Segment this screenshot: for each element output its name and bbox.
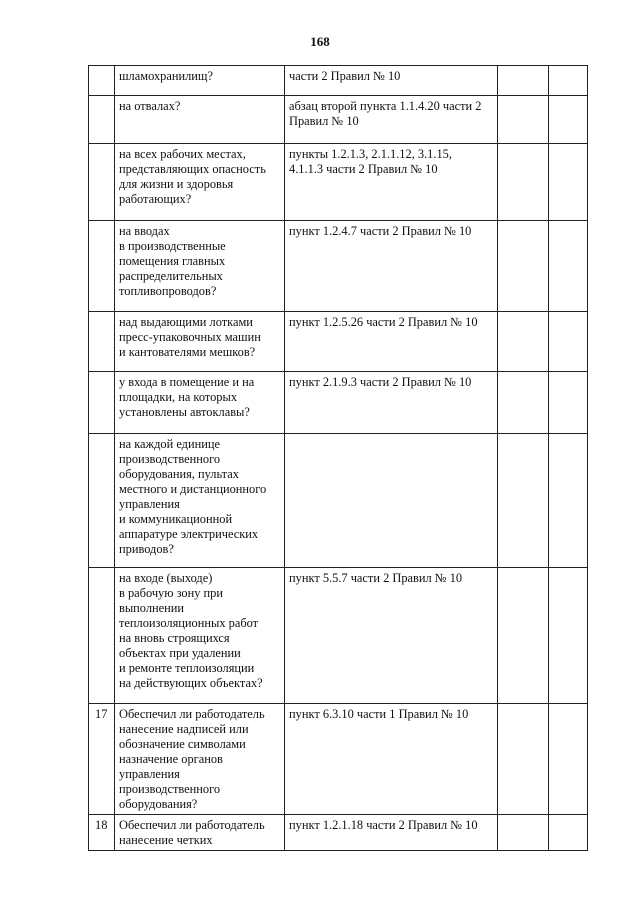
row-number: 18 [89,815,115,851]
reference-cell: части 2 Правил № 10 [285,66,498,96]
row-number [89,312,115,372]
note-cell [549,434,588,568]
reference-cell: пункт 1.2.4.7 части 2 Правил № 10 [285,221,498,312]
note-cell [549,312,588,372]
answer-cell [498,312,549,372]
table-row [89,312,588,372]
table-row [89,568,588,704]
reference-cell [285,434,498,568]
table-row [89,372,588,434]
table-row [89,221,588,312]
row-number [89,144,115,221]
answer-cell [498,704,549,815]
row-number [89,434,115,568]
question-cell: над выдающими лотками пресс-упаковочных машин и кантователями мешков? [115,312,285,372]
row-number [89,221,115,312]
table-row [89,96,588,144]
table-row [89,434,588,568]
question-cell: на всех рабочих местах, представляющих опасность для жизни и здоровья работающих? [115,144,285,221]
row-number [89,96,115,144]
answer-cell [498,144,549,221]
row-number [89,568,115,704]
checklist-table [88,65,588,851]
question-cell: на вводах в производственные помещения главных распределительных топливопроводов? [115,221,285,312]
reference-cell: пункт 2.1.9.3 части 2 Правил № 10 [285,372,498,434]
question-cell: на каждой единице производственного оборудования, пультах местного и дистанционного управления и коммуникационной аппаратуре электрических приводов? [115,434,285,568]
table-row [89,66,588,96]
note-cell [549,66,588,96]
note-cell [549,704,588,815]
answer-cell [498,815,549,851]
note-cell [549,144,588,221]
table-row [89,144,588,221]
question-cell: Обеспечил ли работодатель нанесение надписей или обозначение символами назначение органов управления производственного оборудования? [115,704,285,815]
reference-cell: пункт 5.5.7 части 2 Правил № 10 [285,568,498,704]
reference-cell: пункт 6.3.10 части 1 Правил № 10 [285,704,498,815]
question-cell: шламохранилищ? [115,66,285,96]
question-cell: на входе (выходе) в рабочую зону при выполнении теплоизоляционных работ на вновь строящихся объектах при удалении и ремонте теплоизоляции на действующих объектах? [115,568,285,704]
note-cell [549,372,588,434]
question-cell: на отвалах? [115,96,285,144]
page-number: 168 [310,34,330,49]
answer-cell [498,568,549,704]
answer-cell [498,96,549,144]
reference-cell: пункт 1.2.1.18 части 2 Правил № 10 [285,815,498,851]
reference-cell: пункты 1.2.1.3, 2.1.1.12, 3.1.15, 4.1.1.3 части 2 Правил № 10 [285,144,498,221]
answer-cell [498,66,549,96]
note-cell [549,96,588,144]
reference-cell: пункт 1.2.5.26 части 2 Правил № 10 [285,312,498,372]
note-cell [549,568,588,704]
note-cell [549,815,588,851]
row-number [89,372,115,434]
reference-cell: абзац второй пункта 1.1.4.20 части 2 Правил № 10 [285,96,498,144]
question-cell: Обеспечил ли работодатель нанесение четких [115,815,285,851]
row-number [89,66,115,96]
answer-cell [498,372,549,434]
table-row [89,704,588,815]
note-cell [549,221,588,312]
answer-cell [498,434,549,568]
table-row [89,815,588,851]
answer-cell [498,221,549,312]
question-cell: у входа в помещение и на площадки, на которых установлены автоклавы? [115,372,285,434]
row-number: 17 [89,704,115,815]
